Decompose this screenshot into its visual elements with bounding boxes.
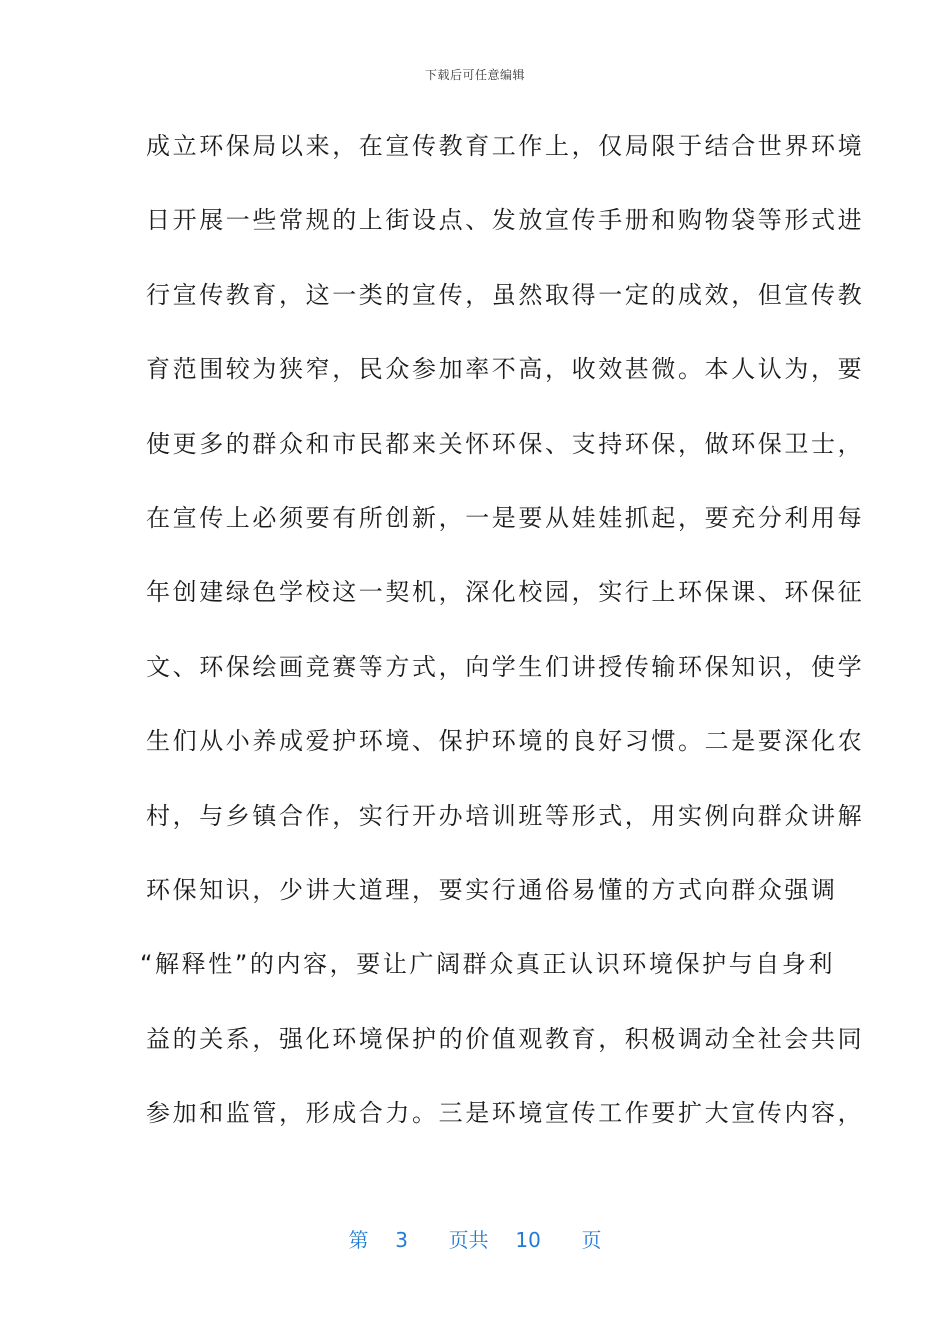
body-line: 环保知识，少讲大道理，要实行通俗易懂的方式向群众强调 — [146, 875, 838, 904]
body-line: 日开展一些常规的上街设点、发放宣传手册和购物袋等形式进 — [146, 206, 865, 235]
body-line: 行宣传教育，这一类的宣传，虽然取得一定的成效，但宣传教 — [146, 280, 865, 309]
footer-middle: 页共 — [448, 1228, 489, 1252]
body-line: 文、环保绘画竞赛等方式，向学生们讲授传输环保知识，使学 — [146, 652, 865, 681]
footer-suffix: 页 — [581, 1228, 602, 1252]
footer-current-page: 3 — [395, 1228, 408, 1252]
body-line: “解释性”的内容，要让广阔群众真正认识环境保护与自身利 — [140, 950, 836, 979]
body-line: 年创建绿色学校这一契机，深化校园，实行上环保课、环保征 — [146, 578, 865, 607]
body-line: 育范围较为狭窄，民众参加率不高，收效甚微。本人认为，要 — [146, 355, 865, 384]
body-line: 益的关系，强化环境保护的价值观教育，积极调动全社会共同 — [146, 1024, 865, 1053]
body-line: 在宣传上必须要有所创新，一是要从娃娃抓起，要充分利用每 — [146, 503, 865, 532]
body-line: 成立环保局以来，在宣传教育工作上，仅局限于结合世界环境 — [146, 132, 865, 160]
body-line: 参加和监管，形成合力。三是环境宣传工作要扩大宣传内容， — [146, 1099, 865, 1128]
page-footer — [0, 1224, 950, 1253]
body-text — [140, 124, 865, 1165]
footer-prefix: 第 — [348, 1228, 369, 1252]
body-line: 使更多的群众和市民都来关怀环保、支持环保，做环保卫士， — [146, 429, 865, 458]
body-line: 村，与乡镇合作，实行开办培训班等形式，用实例向群众讲解 — [146, 801, 865, 830]
body-line: 生们从小养成爱护环境、保护环境的良好习惯。二是要深化农 — [146, 727, 865, 756]
footer-total-pages: 10 — [515, 1228, 541, 1252]
header-note: 下载后可任意编辑 — [424, 68, 525, 82]
